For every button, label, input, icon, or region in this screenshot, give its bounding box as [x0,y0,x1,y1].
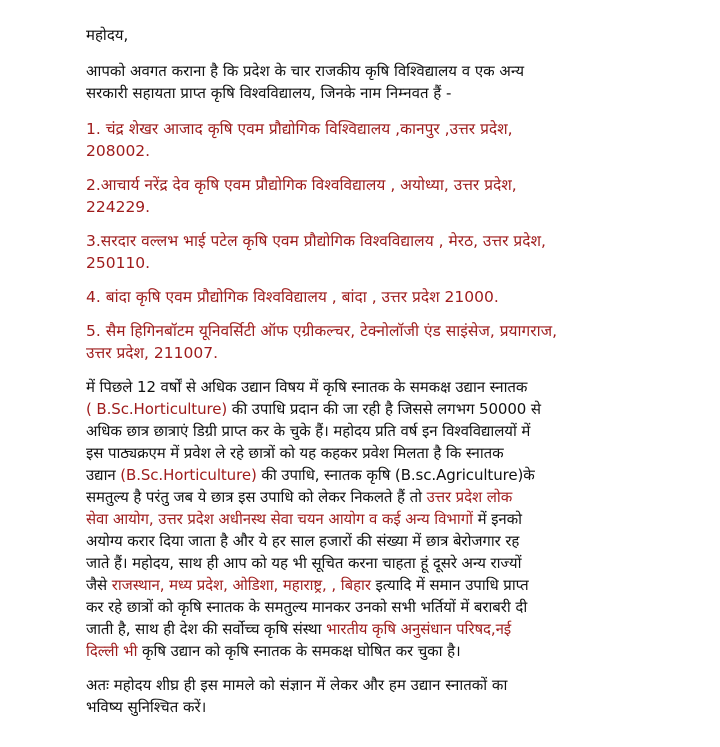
body-text: की उपाधि, स्नातक कृषि (B.sc.Agriculture)के [256,466,535,484]
body-paragraph [86,376,634,662]
intro-paragraph [86,60,634,104]
university-list [86,118,634,364]
university-line: 5. सैम हिगिनबॉटम यूनिवर्सिटी ऑफ एग्रीकल्चर, टेक्नोलॉजी एंड साइंसेज, प्रयागराज, [86,322,558,340]
university-item [86,174,634,218]
states-highlight: राजस्थान, मध्य प्रदेश, ओडिशा, महाराष्ट्र, , बिहार [111,576,371,594]
university-line: 1. चंद्र शेखर आजाद कृषि एवम प्रौद्योगिक विश्विद्यालय ,कानपुर ,उत्तर प्रदेश, [86,120,513,138]
icar-highlight: भारतीय कृषि अनुसंधान परिषद,नई [326,620,512,638]
agency-highlight: सेवा आयोग, उत्तर प्रदेश अधीनस्थ सेवा चयन आयोग व कई अन्य विभागों [86,510,473,528]
body-text: कृषि उद्यान को कृषि स्नातक के समकक्ष घोषित कर चुका है। [137,642,461,660]
university-line: 208002. [86,142,151,160]
body-text: की उपाधि प्रदान की जा रही है जिससे लगभग 50000 से [227,400,541,418]
body-text: समतुल्य है परंतु जब ये छात्र इस उपाधि को लेकर निकलते हैं तो [86,488,427,506]
closing-paragraph [86,674,634,718]
body-line [86,574,634,596]
university-line: उत्तर प्रदेश, 211007. [86,344,219,362]
degree-highlight: (B.Sc.Horticulture) [120,466,257,484]
university-line: 2.आचार्य नरेंद्र देव कृषि एवम प्रौद्योगिक विश्वविद्यालय , अयोध्या, उत्तर प्रदेश, [86,176,517,194]
university-line: 4. बांदा कृषि एवम प्रौद्योगिक विश्वविद्यालय , बांदा , उत्तर प्रदेश 21000. [86,288,499,306]
degree-highlight: ( B.Sc.Horticulture) [86,400,228,418]
body-line [86,486,634,508]
university-item [86,320,634,364]
body-line [86,640,634,662]
body-line [86,508,634,530]
university-line: 250110. [86,254,151,272]
university-item [86,230,634,274]
university-line: 224229. [86,198,151,216]
body-text: में इनको [472,510,522,528]
body-line: में पिछले 12 वर्षों से अधिक उद्यान विषय में कृषि स्नातक के समकक्ष उद्यान स्नातक [86,378,528,396]
university-item [86,286,634,308]
university-item [86,118,634,162]
university-line: 3.सरदार वल्लभ भाई पटेल कृषि एवम प्रौद्योगिक विश्वविद्यालय , मेरठ, उत्तर प्रदेश, [86,232,546,250]
closing-line: अतः महोदय शीघ्र ही इस मामले को संज्ञान में लेकर और हम उद्यान स्नातकों का [86,676,508,694]
body-line [86,618,634,640]
body-line: इस पाठ्यक्रएम में प्रवेश ले रहे छात्रों को यह कहकर प्रवेश मिलता है कि स्नातक [86,444,504,462]
body-line: कर रहे छात्रों को कृषि स्नातक के समतुल्य मानकर उनको सभी भर्तियों में बराबरी दी [86,598,528,616]
closing-line: भविष्य सुनिश्चित करें। [86,698,207,716]
salutation: महोदय, [86,26,129,44]
body-text: जैसे [86,576,112,594]
body-text: उद्यान [86,466,121,484]
body-text: इत्यादि में समान उपाधि प्राप्त [370,576,529,594]
body-text: जाती है, साथ ही देश की सर्वोच्च कृषि संस्था [86,620,327,638]
intro-line: सरकारी सहायता प्राप्त कृषि विश्वविद्यालय, जिनके नाम निम्नवत हैं - [86,84,452,102]
body-line: जाते हैं। महोदय, साथ ही आप को यह भी सूचित करना चाहता हूं दूसरे अन्य राज्यों [86,554,522,572]
intro-line: आपको अवगत कराना है कि प्रदेश के चार राजकीय कृषि विश्विद्यालय व एक अन्य [86,62,525,80]
body-line: अयोग्य करार दिया जाता है और ये हर साल हजारों की संख्या में छात्र बेरोजगार रह [86,532,520,550]
agency-highlight: उत्तर प्रदेश लोक [426,488,513,506]
body-line [86,398,634,420]
icar-highlight: दिल्ली भी [86,642,138,660]
body-line [86,464,634,486]
body-line: अधिक छात्र छात्राएं डिग्री प्राप्त कर के चुके हैं। महोदय प्रति वर्ष इन विश्वविद्यालयों में [86,422,531,440]
